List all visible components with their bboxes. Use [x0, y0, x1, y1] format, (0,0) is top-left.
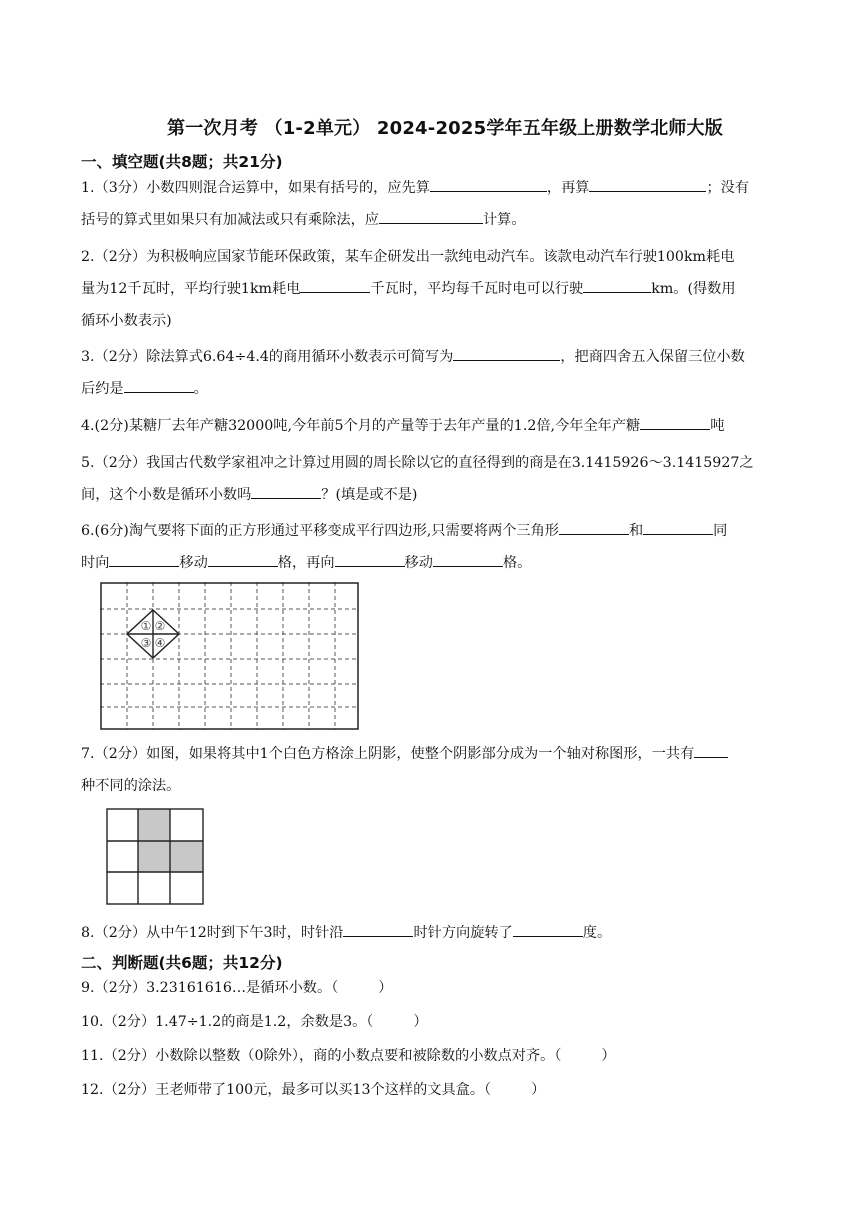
shaded-cell — [170, 841, 203, 872]
q10-text: 10.（2分）1.47÷1.2的商是1.2，余数是3。（ — [81, 1014, 374, 1030]
answer-blank[interactable] — [343, 918, 413, 937]
question-5 — [81, 447, 811, 511]
page-title: 第一次月考 （1-2单元） 2024-2025学年五年级上册数学北师大版 — [167, 118, 723, 139]
q3-text: 。 — [193, 381, 208, 397]
q6-text: 格。 — [502, 555, 532, 571]
q3-text: 3.（2分）除法算式6.64÷4.4的商用循环小数表示可简写为 — [81, 349, 454, 365]
q2-text: km。(得数用 — [651, 281, 736, 297]
question-9 — [81, 972, 811, 1004]
triangle-label-4: ④ — [154, 636, 166, 650]
shaded-cell — [138, 841, 170, 872]
q1-text: 1.（3分）小数四则混合运算中，如果有括号的，应先算 — [81, 180, 430, 196]
q7-text: 7.（2分）如图，如果将其中1个白色方格涂上阴影，使整个阴影部分成为一个轴对称图形，一共有 — [81, 746, 695, 762]
answer-blank[interactable] — [251, 480, 321, 499]
q8-text: 8.（2分）从中午12时到下午3时，时针沿 — [81, 925, 344, 941]
q11-text: 11.（2分）小数除以整数（0除外），商的小数点要和被除数的小数点对齐。（ — [81, 1048, 562, 1064]
answer-blank[interactable] — [208, 548, 278, 567]
q4-text: 吨 — [710, 418, 725, 434]
q4-text: 4.(2分)某糖厂去年产糖32000吨,今年前5个月的产量等于去年产量的1.2倍,今年全年产糖 — [81, 418, 641, 434]
q6-text: 同 — [713, 523, 728, 539]
q5-text: ？(填是或不是) — [321, 487, 418, 503]
q7-text: 种不同的涂法。 — [81, 778, 181, 794]
q12-text: 12.（2分）王老师带了100元，最多可以买13个这样的文具盒。（ — [81, 1082, 492, 1098]
question-8 — [81, 917, 811, 949]
answer-blank[interactable] — [513, 918, 583, 937]
question-11 — [81, 1040, 811, 1072]
triangle-label-1: ① — [140, 619, 152, 633]
q11-text: ） — [601, 1048, 616, 1064]
q12-text: ） — [531, 1082, 546, 1098]
question-4 — [81, 410, 811, 442]
q6-text: 和 — [628, 523, 644, 539]
answer-blank[interactable] — [559, 516, 629, 535]
shaded-cell — [138, 809, 170, 841]
answer-blank[interactable] — [589, 173, 706, 192]
q1-text: 计算。 — [482, 212, 526, 228]
q8-text: 时针方向旋转了 — [413, 925, 513, 941]
question-1 — [81, 172, 811, 236]
answer-blank[interactable] — [300, 274, 370, 293]
section-heading-true-false: 二、判断题(共6题；共12分) — [81, 954, 283, 972]
q10-text: ） — [413, 1014, 428, 1030]
q6-grid-figure — [100, 582, 359, 730]
answer-blank[interactable] — [109, 548, 179, 567]
q2-text: 量为12千瓦时，平均行驶1km耗电 — [81, 281, 301, 297]
answer-blank[interactable] — [433, 548, 503, 567]
q3-text: ，把商四舍五入保留三位小数 — [560, 349, 745, 365]
question-12 — [81, 1074, 811, 1106]
q5-text: 间，这个小数是循环小数吗 — [81, 487, 252, 503]
question-2 — [81, 241, 811, 337]
question-6 — [81, 515, 811, 579]
answer-blank[interactable] — [453, 342, 560, 361]
grid-lines — [100, 582, 359, 730]
triangle-label-3: ③ — [140, 636, 152, 650]
answer-blank[interactable] — [583, 274, 651, 293]
q9-text: ） — [378, 980, 393, 996]
triangle-label-2: ② — [154, 619, 166, 633]
q6-text: 移动 — [179, 555, 208, 571]
answer-blank[interactable] — [643, 516, 713, 535]
question-10 — [81, 1006, 811, 1038]
q1-text: ；没有 — [706, 180, 750, 196]
question-7 — [81, 738, 811, 802]
answer-blank[interactable] — [640, 411, 710, 430]
answer-blank[interactable] — [430, 173, 547, 192]
q2-text: 循环小数表示) — [81, 313, 172, 329]
answer-blank[interactable] — [694, 739, 728, 758]
q2-text: 千瓦时，平均每千瓦时电可以行驶 — [370, 281, 584, 297]
q2-text: 2.（2分）为积极响应国家节能环保政策，某车企研发出一款纯电动汽车。该款电动汽车行驶100km耗电 — [81, 249, 735, 265]
q6-text: 格，再向 — [277, 555, 335, 571]
q5-text: 5.（2分）我国古代数学家祖冲之计算过用圆的周长除以它的直径得到的商是在3.1415926～3.1415927之 — [81, 455, 754, 471]
q6-text: 6.(6分)淘气要将下面的正方形通过平移变成平行四边形,只需要将两个三角形 — [81, 523, 559, 539]
q7-shaded-grid-figure — [106, 808, 204, 905]
answer-blank[interactable] — [379, 205, 483, 224]
q6-text: 时向 — [81, 555, 110, 571]
diamond-shape — [127, 610, 179, 658]
q1-text: 括号的算式里如果只有加减法或只有乘除法，应 — [81, 212, 379, 228]
section-heading-fill-in: 一、填空题(共8题；共21分) — [81, 153, 283, 171]
question-3 — [81, 341, 811, 405]
q3-text: 后约是 — [81, 381, 124, 397]
answer-blank[interactable] — [335, 548, 405, 567]
q1-text: ，再算 — [546, 180, 590, 196]
q9-text: 9.（2分）3.23161616…是循环小数。（ — [81, 980, 339, 996]
q6-text: 移动 — [404, 555, 433, 571]
q8-text: 度。 — [582, 925, 612, 941]
answer-blank[interactable] — [124, 374, 194, 393]
